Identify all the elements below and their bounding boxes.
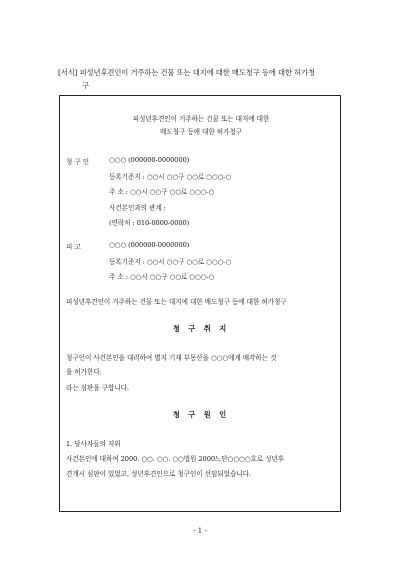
form-heading-line2: 구 (82, 81, 89, 90)
applicant-address: 주 소 : ○○시 ○○구 ○○로 ○○○-○ (109, 188, 215, 196)
purpose-text-line2: 을 허가한다. (66, 368, 102, 376)
ward-name: ○○○ (000000-0000000) (109, 241, 190, 249)
form-heading (58, 66, 358, 92)
purpose-section-title: 청 구 취 지 (172, 324, 230, 333)
applicant-relation: 사건본인과의 관계 : (109, 204, 166, 212)
ward-label: 피 고 (66, 243, 81, 251)
applicant-registration: 등록기준지 : ○○시 ○○구 ○○로 ○○○-○ (109, 173, 232, 181)
form-heading-line1: [서식] 피성년후견인이 거주하는 건물 또는 대지에 대한 매도청구 등에 대한 허가청 (58, 68, 315, 77)
ward-registration: 등록기준지 : ○○시 ○○구 ○○로 ○○○-○ (109, 258, 232, 266)
applicant-label: 청 구 인 (66, 158, 90, 166)
document-title-line1: 피성년후견인이 거주하는 건물 또는 대지에 대한 (132, 115, 270, 123)
applicant-contact: (연락처 : 010-0000-0000) (109, 219, 190, 227)
page-number: - 1 - (193, 527, 207, 535)
applicant-name: ○○○ (000000-0000000) (109, 156, 190, 164)
cause-item-1: 1. 당사자들의 지위 (66, 440, 121, 448)
ward-address: 주 소 : ○○시 ○○구 ○○로 ○○○-○ (109, 273, 215, 281)
cause-text-line2: 견개시 심판이 있었고, 성년후견인으로 청구인이 선임되었습니다. (66, 470, 251, 478)
document-title-line2: 매도청구 등에 대한 허가청구 (160, 128, 242, 136)
cause-text-line1: 사건본인에 대하여 2000. ○○. ○○. ○○법원 2000느단○○○○호로 성년후 (66, 455, 285, 463)
purpose-text-line3: 라는 심판을 구합니다. (66, 384, 130, 392)
claim-subject: 피성년후견인이 거주하는 건물 또는 대지에 대한 매도청구 등에 대한 허가청구 (66, 298, 287, 306)
document-frame (59, 95, 341, 512)
purpose-text-line1: 청구인이 사건본인을 대리하여 별지 기재 부동산을 ○○○에게 매각하는 것 (66, 354, 277, 362)
cause-section-title: 청 구 원 인 (172, 410, 230, 419)
